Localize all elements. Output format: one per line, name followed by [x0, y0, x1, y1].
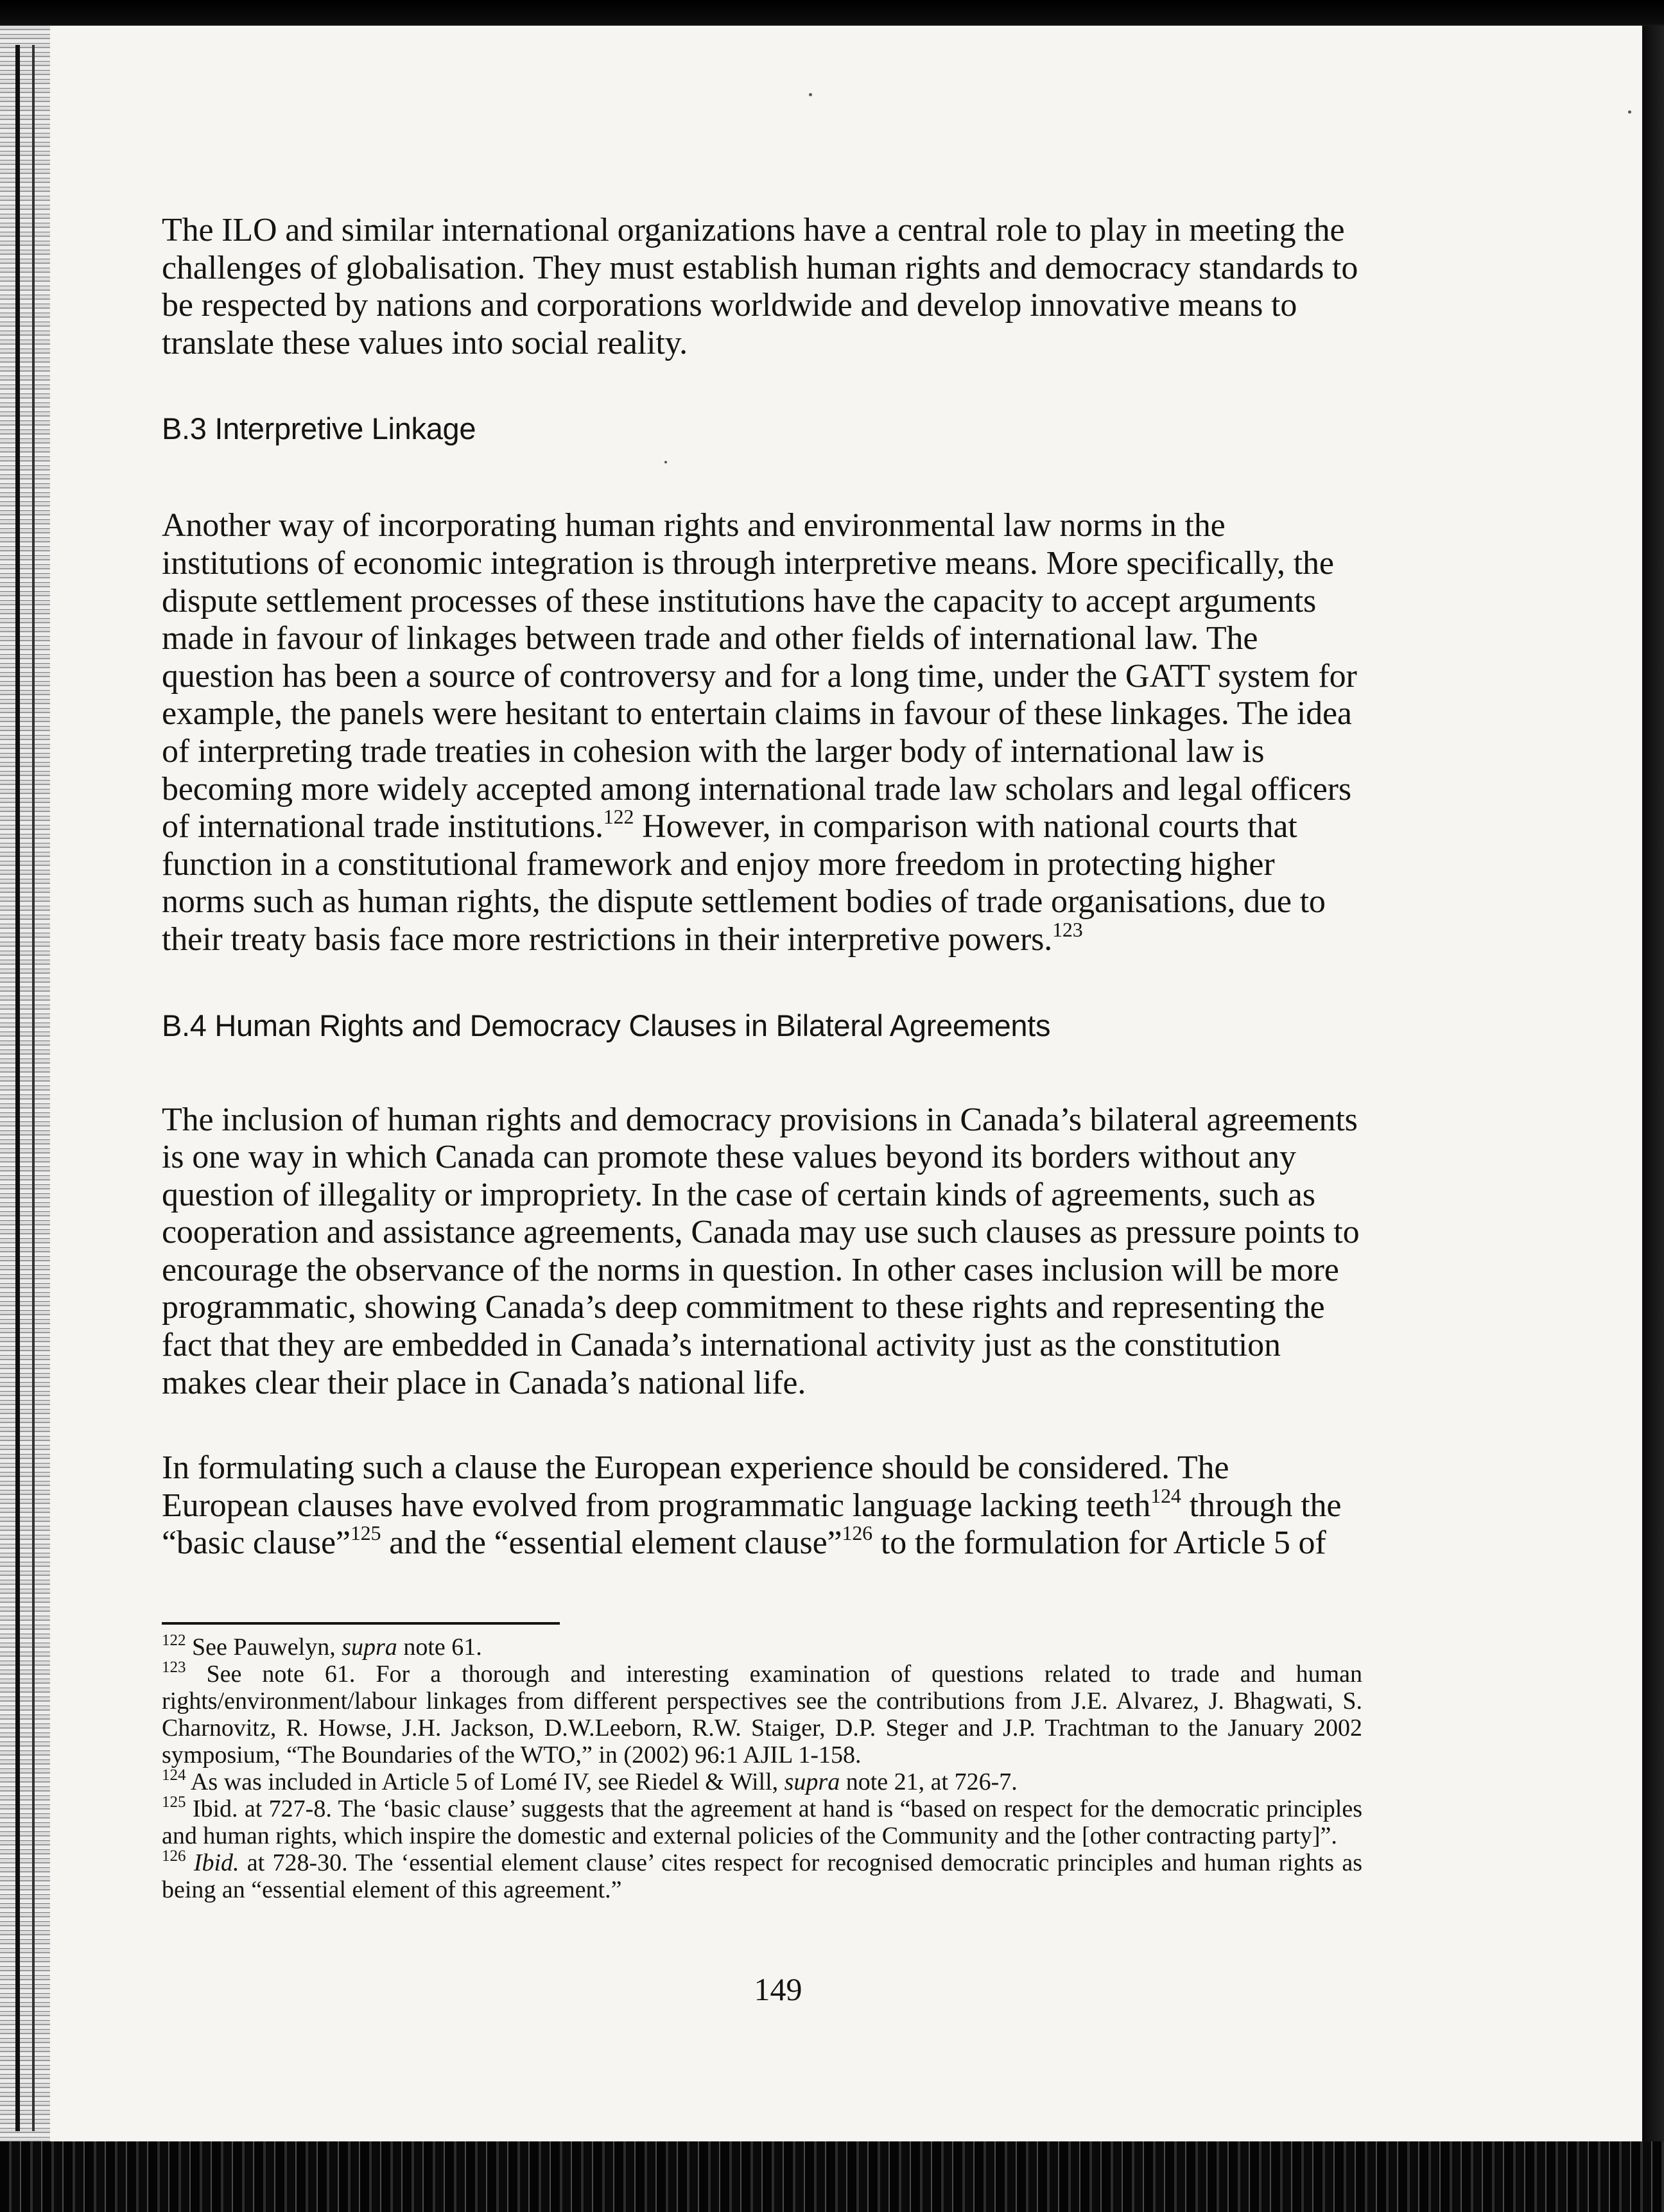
footnote-text: at 728-30. The ‘essential element clause’ cites respect for recognised democratic principles and human rights as being an “essential element of this agreement.” [162, 1849, 1362, 1903]
footnote-text: note 61. [397, 1634, 482, 1661]
paragraph-european-experience [162, 1449, 1362, 1562]
footnote-italic: supra [784, 1768, 840, 1795]
heading-b4: B.4 Human Rights and Democracy Clauses in Bilateral Agreements [162, 1008, 1051, 1042]
main-text [162, 212, 1362, 1610]
footnote-ref: 126 [842, 1521, 873, 1545]
footnote-text: See Pauwelyn, [192, 1634, 342, 1661]
footnote-text: See note 61. For a thorough and interesting examination of questions related to trade and human rights/environment/labour linkages from different perspectives see the contributions from J.E. Alvarez, J. Bhagwati, S. Charnovitz, R. Howse, J.H. Jackson, D.W.Leeborn, R.W. Staiger, D.P. Steger and J.P. Trachtman to the January 2002 symposium, “The Boundaries of the WTO,” in (2002) 96:1 AJIL 1-158. [162, 1661, 1362, 1768]
paragraph-text: and the “essential element clause” [381, 1525, 842, 1562]
paragraph-ilo: The ILO and similar international organizations have a central role to play in meeting the challenges of globalisation. They must establish human rights and democracy standards to be respected by nations and corporations worldwide and develop innovative means to translate these values into social reality. [162, 212, 1358, 361]
heading-b3: B.3 Interpretive Linkage [162, 411, 476, 446]
paragraph-text: through the “basic clause” [162, 1487, 1342, 1562]
scan-speck [1628, 110, 1631, 114]
footnote-125 [162, 1795, 1362, 1849]
footnote-ref: 125 [350, 1521, 381, 1545]
footnote-text: Ibid. at 727-8. The ‘basic clause’ suggests that the agreement at hand is “based on respect for the democratic principles and human rights, which inspire the domestic and external policies of the Community and the [other contracting party]”. [162, 1795, 1362, 1849]
footnote-number: 122 [162, 1632, 186, 1649]
footnote-ref: 122 [603, 805, 634, 829]
footnote-text: As was included in Article 5 of Lomé IV, see Riedel & Will, [190, 1768, 784, 1795]
footnote-126 [162, 1849, 1362, 1903]
footnote-number: 125 [162, 1793, 186, 1811]
paragraph-text: In formulating such a clause the European experience should be considered. The European clauses have evolved from programmatic language lacking teeth [162, 1449, 1229, 1524]
paragraph-interpretive-linkage [162, 507, 1362, 958]
footnote-number: 126 [162, 1847, 186, 1865]
page-number: 149 [754, 1971, 802, 2007]
footnote-ref: 124 [1150, 1484, 1181, 1508]
paragraph-bilateral-agreements: The inclusion of human rights and democracy provisions in Canada’s bilateral agreements is one way in which Canada can promote these values beyond its borders without any question of illegality or impropriety. In the case of certain kinds of agreements, such as cooperation and assistance agreements, Canada may use such clauses as pressure points to encourage the observance of the norms in question. In other cases inclusion will be more programmatic, showing Canada’s deep commitment to these rights and representing the fact that they are embedded in Canada’s international activity just as the constitution makes clear their place in Canada’s national life. [162, 1101, 1360, 1401]
scan-bottom-edge [0, 2141, 1664, 2212]
footnote-italic: supra [342, 1634, 397, 1661]
footnote-italic: Ibid. [193, 1849, 239, 1876]
footnote-124 [162, 1768, 1362, 1795]
footnote-separator [162, 1622, 560, 1625]
book-binding [0, 26, 50, 2144]
scan-speck [809, 93, 812, 96]
footnote-text: note 21, at 726-7. [840, 1768, 1018, 1795]
footnote-122 [162, 1634, 1362, 1661]
binding-line [15, 45, 20, 2131]
scan-right-edge [1642, 26, 1664, 2144]
footnote-123 [162, 1661, 1362, 1768]
footnote-ref: 123 [1052, 918, 1083, 942]
paragraph-text: Another way of incorporating human rights and environmental law norms in the institutions of economic integration is through interpretive means. More specifically, the dispute settlement processes of these institutions have the capacity to accept arguments made in favour of linkages between trade and other fields of international law. The question has been a source of controversy and for a long time, under the GATT system for example, the panels were hesitant to entertain claims in favour of these linkages. The idea of interpreting trade treaties in cohesion with the larger body of international law is becoming more widely accepted among international trade law scholars and legal officers of international trade institutions. [162, 507, 1357, 845]
footnote-number: 124 [162, 1767, 186, 1784]
binding-line [32, 45, 35, 2131]
paragraph-text: to the formulation for Article 5 of [872, 1525, 1326, 1562]
footnotes [162, 1634, 1362, 1903]
paragraph-text: However, in comparison with national courts that function in a constitutional framework and enjoy more freedom in protecting higher norms such as human rights, the dispute settlement bodies of trade organisations, due to their treaty basis face more restrictions in their interpretive powers. [162, 808, 1326, 958]
footnote-number: 123 [162, 1659, 186, 1676]
